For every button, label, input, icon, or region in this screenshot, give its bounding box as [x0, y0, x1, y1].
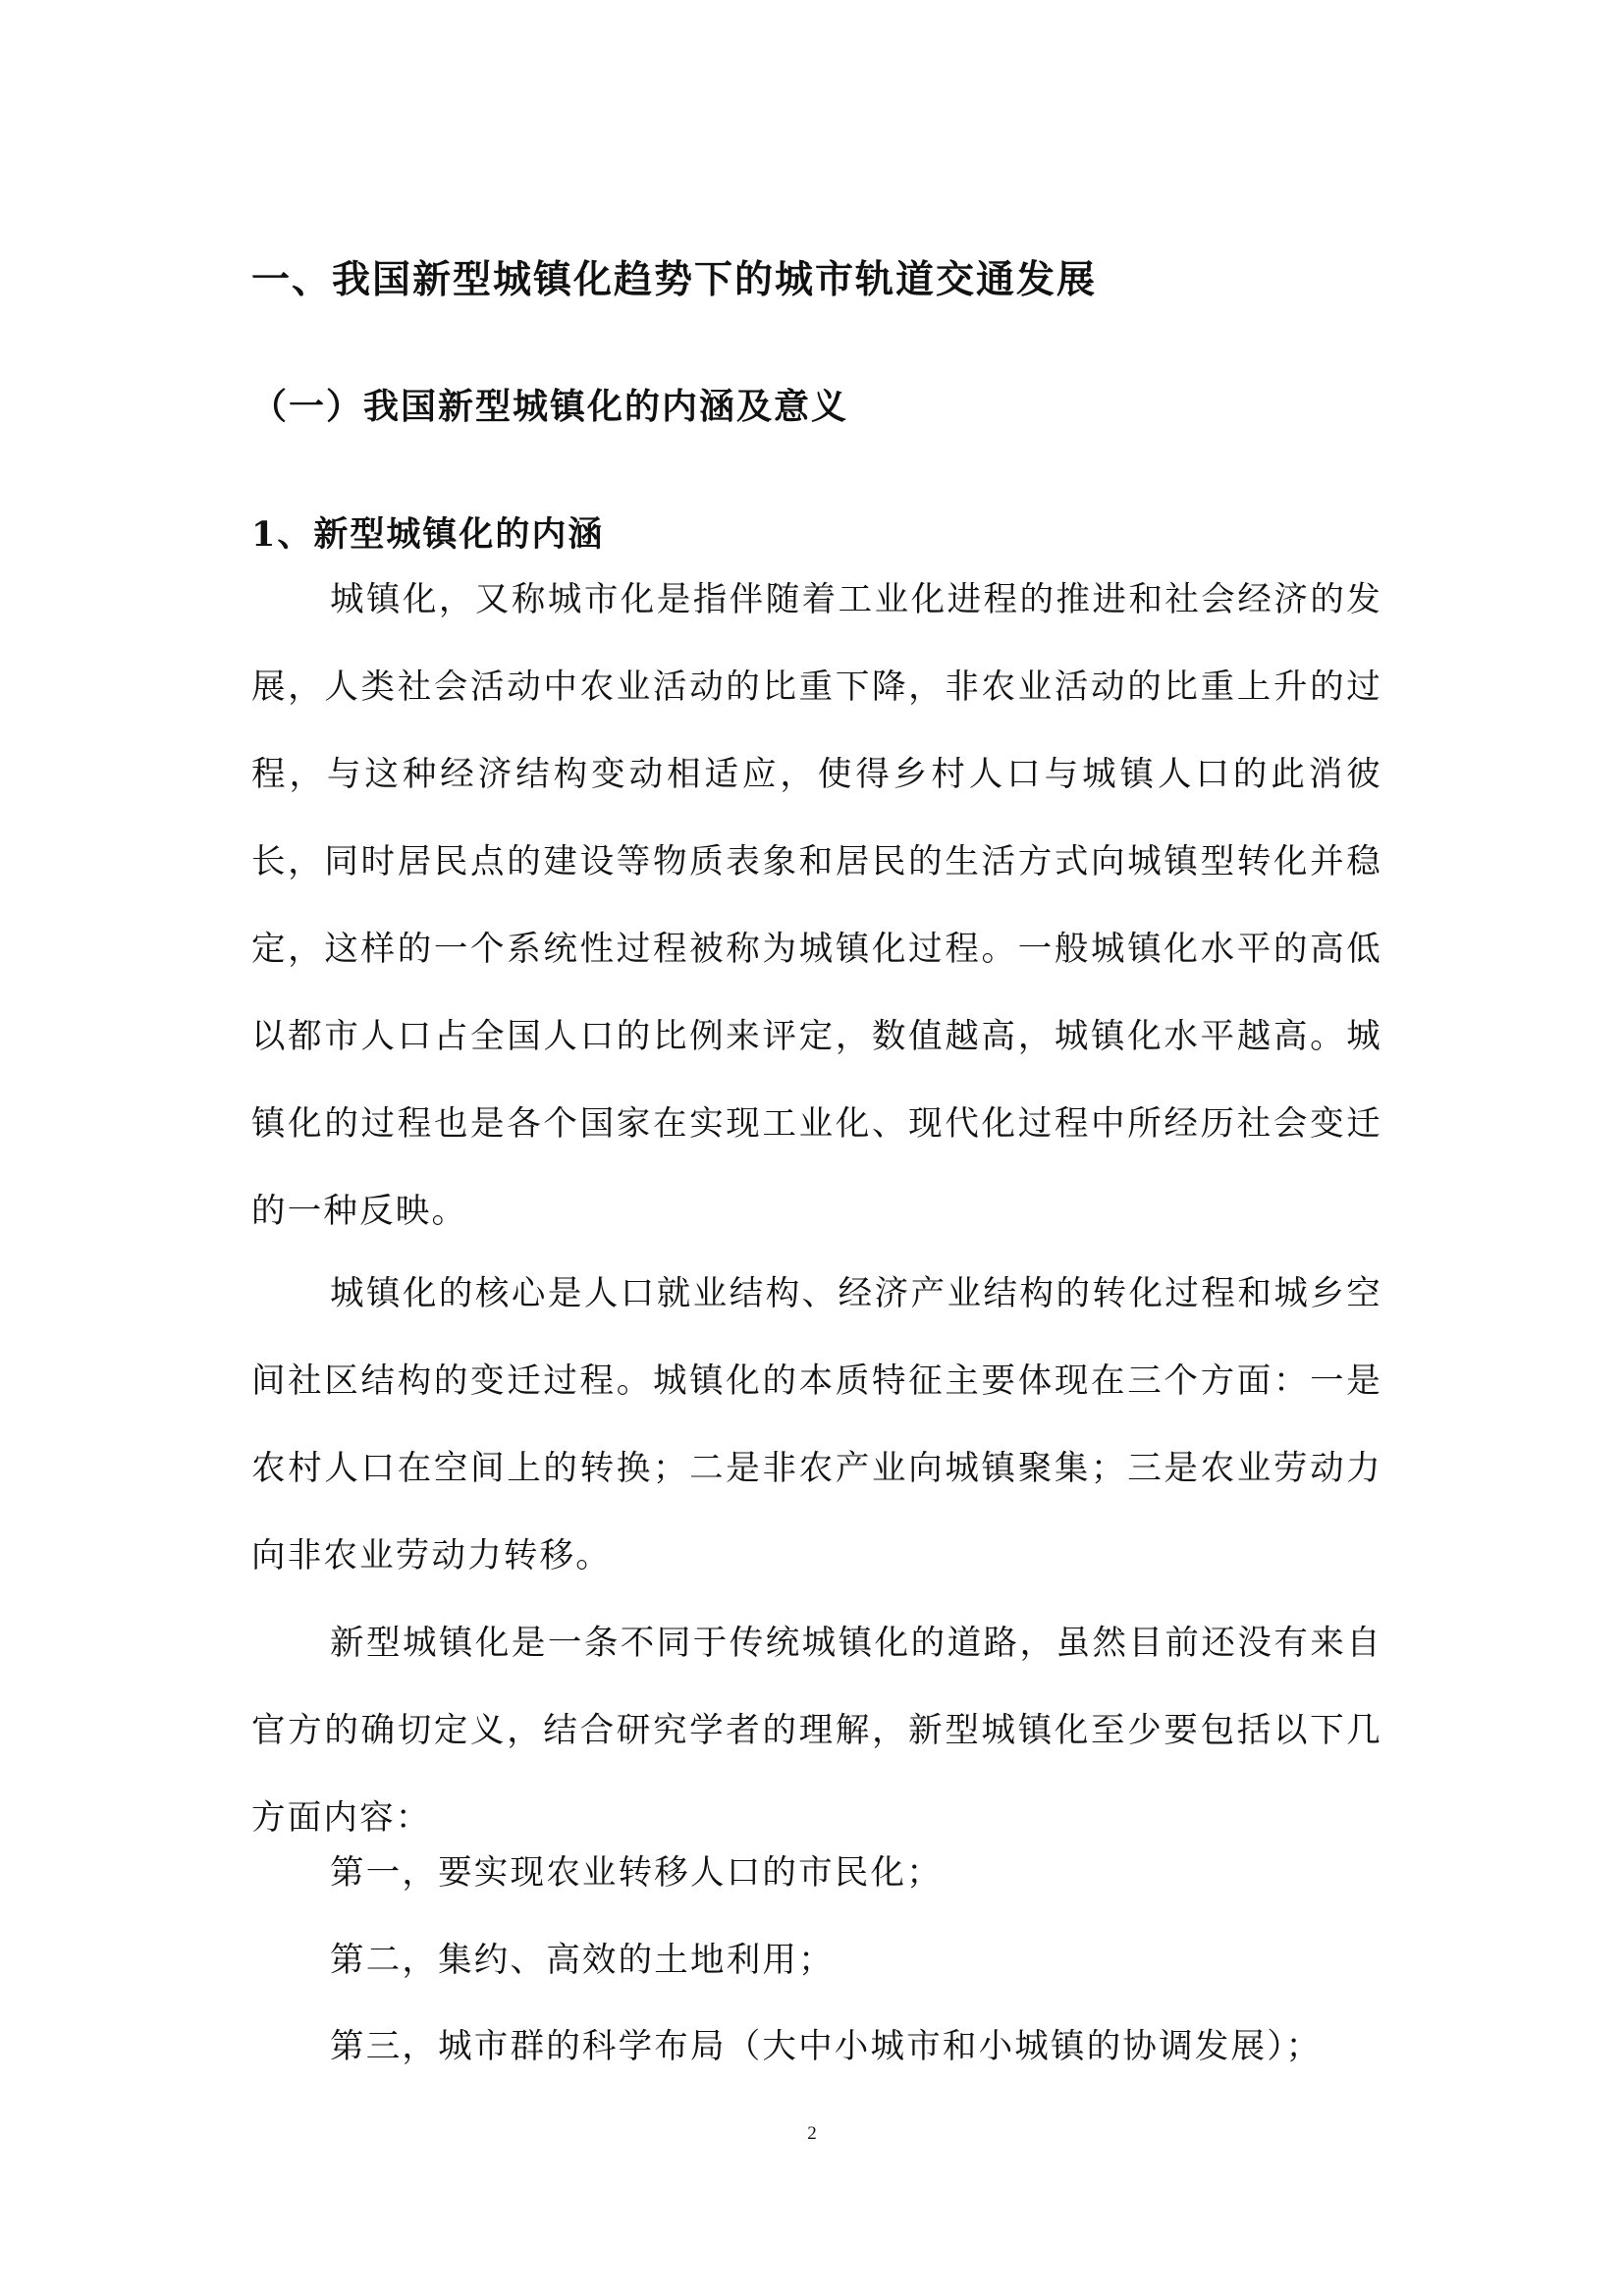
page-number: 2 [807, 2123, 817, 2144]
list-item: 第二，集约、高效的土地利用； [330, 1941, 835, 1980]
paragraph-new-urbanization: 新型城镇化是一条不同于传统城镇化的道路，虽然目前还没有来自官方的确切定义，结合研究学者的理解，新型城镇化至少要包括以下几方面内容： [251, 1624, 1382, 1838]
paragraph-urbanization-core: 城镇化的核心是人口就业结构、经济产业结构的转化过程和城乡空间社区结构的变迁过程。城镇化的本质特征主要体现在三个方面：一是农村人口在空间上的转换；二是非农产业向城镇聚集；三是农业劳动力向非农业劳动力转移。 [251, 1274, 1382, 1575]
list-item: 第三，城市群的科学布局（大中小城市和小城镇的协调发展）； [330, 2027, 1323, 2066]
subsection-title: （一）我国新型城镇化的内涵及意义 [251, 387, 849, 427]
section-title: 一、我国新型城镇化趋势下的城市轨道交通发展 [251, 258, 1098, 302]
sub-subsection-title: 1、新型城镇化的内涵 [251, 514, 605, 555]
paragraph-urbanization-definition: 城镇化，又称城市化是指伴随着工业化进程的推进和社会经济的发展，人类社会活动中农业活动的比重下降，非农业活动的比重上升的过程，与这种经济结构变动相适应，使得乡村人口与城镇人口的此消彼长，同时居民点的建设等物质表象和居民的生活方式向城镇型转化并稳定，这样的一个系统性过程被称为城镇化过程。一般城镇化水平的高低以都市人口占全国人口的比例来评定，数值越高，城镇化水平越高。城镇化的过程也是各个国家在实现工业化、现代化过程中所经历社会变迁的一种反映。 [251, 580, 1382, 1231]
list-item: 第一，要实现农业转移人口的市民化； [330, 1853, 943, 1893]
